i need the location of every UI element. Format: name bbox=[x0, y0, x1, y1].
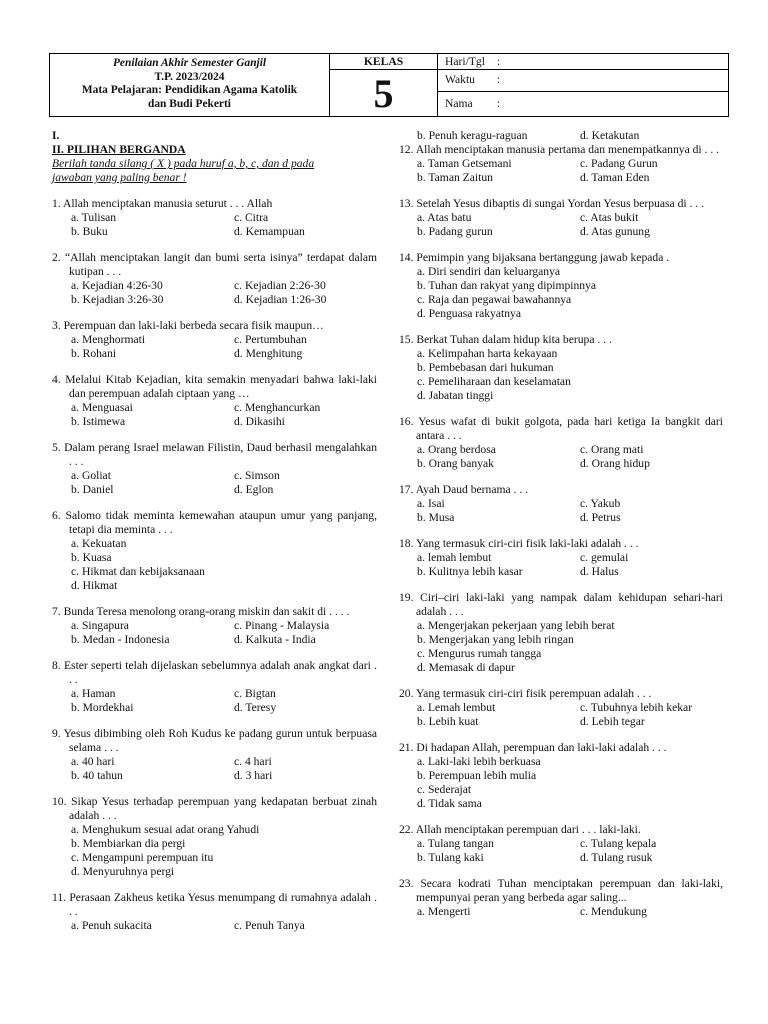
option-row bbox=[71, 347, 377, 361]
answer-option[interactable]: b. Orang banyak bbox=[417, 457, 494, 470]
answer-option[interactable]: d. Kejadian 1:26-30 bbox=[234, 293, 327, 306]
answer-option[interactable]: c. Bigtan bbox=[234, 687, 276, 700]
answer-option[interactable]: c. Citra bbox=[234, 211, 269, 224]
class-number: 5 bbox=[373, 71, 394, 116]
option-row bbox=[417, 511, 723, 525]
answer-option[interactable]: a. Menghormati bbox=[71, 333, 146, 346]
answer-option[interactable]: a. Taman Getsemani bbox=[417, 157, 512, 170]
question-body: Perempuan dan laki-laki berbeda secara fisik maupun… bbox=[60, 319, 324, 332]
option-row bbox=[417, 755, 723, 769]
question-number: 10. bbox=[52, 795, 67, 808]
question-body: Allah menciptakan manusia pertama dan menempatkannya di . . . bbox=[413, 143, 720, 156]
question-list-left bbox=[52, 197, 377, 933]
question-item bbox=[52, 319, 377, 361]
option-row bbox=[71, 823, 377, 837]
answer-option[interactable]: a. Kelimpahan harta kekayaan bbox=[417, 347, 558, 360]
question-list-right bbox=[399, 143, 723, 919]
question-text bbox=[399, 415, 723, 443]
question-text bbox=[52, 727, 377, 755]
question-options bbox=[399, 837, 723, 865]
question-text bbox=[399, 687, 723, 701]
option-row bbox=[417, 647, 723, 661]
answer-option[interactable]: c. 4 hari bbox=[234, 755, 272, 768]
question-options bbox=[52, 469, 377, 497]
question-body: Ayah Daud bernama . . . bbox=[413, 483, 529, 496]
question-text bbox=[52, 659, 377, 687]
answer-option[interactable]: d. Tulang rusuk bbox=[580, 851, 653, 864]
option-row bbox=[71, 687, 377, 701]
option-row bbox=[71, 225, 377, 239]
question-options bbox=[52, 823, 377, 879]
question-body: Dalam perang Israel melawan Filistin, Daud berhasil mengalahkan . . . bbox=[60, 441, 377, 468]
answer-option[interactable]: d. Hikmat bbox=[71, 579, 118, 592]
option-row bbox=[71, 211, 377, 225]
question-options bbox=[399, 905, 723, 919]
question-item bbox=[52, 891, 377, 933]
question-number: 4. bbox=[52, 373, 61, 386]
question-text bbox=[399, 197, 723, 211]
answer-option[interactable]: b. Penuh keragu-raguan bbox=[417, 129, 528, 142]
question-body: Di hadapan Allah, perempuan dan laki-laki adalah . . . bbox=[413, 741, 667, 754]
option-row bbox=[71, 865, 377, 879]
answer-option[interactable]: c. Mendukung bbox=[580, 905, 647, 918]
time-field[interactable] bbox=[438, 69, 728, 92]
question-text bbox=[399, 251, 723, 265]
question-options bbox=[399, 497, 723, 525]
question-item bbox=[52, 727, 377, 783]
question-number: 1. bbox=[52, 197, 61, 210]
question-number: 7. bbox=[52, 605, 61, 618]
answer-option[interactable]: b. Mengerjakan yang lebih ringan bbox=[417, 633, 574, 646]
section-one-heading: I. bbox=[52, 129, 60, 142]
answer-option[interactable]: d. Kemampuan bbox=[234, 225, 305, 238]
question-body: Salomo tidak meminta kemewahan ataupun umur yang panjang, tetapi dia meminta . . . bbox=[60, 509, 377, 536]
answer-option[interactable]: d. Taman Eden bbox=[580, 171, 650, 184]
right-column bbox=[399, 129, 723, 919]
time-colon: : bbox=[497, 73, 501, 86]
question-11-options-continued bbox=[399, 129, 723, 143]
answer-option[interactable]: a. Laki-laki lebih berkuasa bbox=[417, 755, 541, 768]
answer-option[interactable]: d. Lebih tegar bbox=[580, 715, 645, 728]
option-row bbox=[417, 497, 723, 511]
question-options bbox=[52, 401, 377, 429]
answer-option[interactable]: b. Mordekhai bbox=[71, 701, 134, 714]
answer-option[interactable]: a. Diri sendiri dan keluarganya bbox=[417, 265, 561, 278]
answer-option[interactable]: c. Pinang - Malaysia bbox=[234, 619, 330, 632]
answer-option[interactable]: a. Mengerjakan pekerjaan yang lebih berat bbox=[417, 619, 615, 632]
section-two-heading: II. PILIHAN BERGANDA bbox=[52, 143, 186, 156]
question-text bbox=[52, 891, 377, 919]
option-row bbox=[71, 415, 377, 429]
question-options bbox=[399, 755, 723, 811]
option-row bbox=[417, 837, 723, 851]
question-body: Yesus dibimbing oleh Roh Kudus ke padang gurun untuk berpuasa selama . . . bbox=[60, 727, 377, 754]
question-options bbox=[399, 443, 723, 471]
option-row bbox=[71, 279, 377, 293]
question-text bbox=[399, 483, 723, 497]
answer-option[interactable]: a. 40 hari bbox=[71, 755, 115, 768]
answer-option[interactable]: d. Penguasa rakyatnya bbox=[417, 307, 521, 320]
question-options bbox=[399, 265, 723, 321]
question-body: Pemimpin yang bijaksana bertanggung jawab kepada . bbox=[413, 251, 670, 264]
option-row bbox=[71, 579, 377, 593]
question-text bbox=[52, 197, 377, 211]
question-item bbox=[52, 795, 377, 879]
option-row bbox=[417, 389, 723, 403]
question-options bbox=[399, 211, 723, 239]
exam-title-block bbox=[50, 54, 330, 116]
question-number: 6. bbox=[52, 509, 61, 522]
answer-option[interactable]: c. Hikmat dan kebijaksanaan bbox=[71, 565, 205, 578]
question-options bbox=[399, 347, 723, 403]
question-options bbox=[399, 551, 723, 579]
question-number: 11. bbox=[52, 891, 67, 904]
left-column bbox=[52, 129, 377, 933]
question-body: Sikap Yesus terhadap perempuan yang kedapatan berbuat zinah adalah . . . bbox=[66, 795, 377, 822]
question-options bbox=[52, 919, 377, 933]
answer-option[interactable]: c. Mengampuni perempuan itu bbox=[71, 851, 214, 864]
academic-year: T.P. 2023/2024 bbox=[154, 70, 225, 83]
option-row bbox=[417, 171, 723, 185]
question-item bbox=[399, 415, 723, 471]
answer-option[interactable]: a. Menguasai bbox=[71, 401, 133, 414]
option-row bbox=[71, 293, 377, 307]
answer-option[interactable]: b. Taman Zaitun bbox=[417, 171, 493, 184]
option-row bbox=[417, 347, 723, 361]
question-number: 9. bbox=[52, 727, 61, 740]
answer-option[interactable]: b. 40 tahun bbox=[71, 769, 123, 782]
question-number: 16. bbox=[399, 415, 414, 428]
question-number: 19. bbox=[399, 591, 414, 604]
option-row bbox=[417, 265, 723, 279]
question-item bbox=[399, 877, 723, 919]
option-row bbox=[71, 551, 377, 565]
answer-option[interactable]: a. Atas batu bbox=[417, 211, 472, 224]
option-row bbox=[71, 851, 377, 865]
answer-option[interactable]: b. Kejadian 3:26-30 bbox=[71, 293, 164, 306]
question-item bbox=[399, 483, 723, 525]
question-item bbox=[52, 509, 377, 593]
answer-option[interactable]: c. Tulang kepala bbox=[580, 837, 657, 850]
question-item bbox=[52, 605, 377, 647]
option-row bbox=[71, 333, 377, 347]
question-text bbox=[52, 251, 377, 279]
option-row bbox=[417, 619, 723, 633]
question-item bbox=[399, 143, 723, 185]
option-row bbox=[417, 633, 723, 647]
answer-option[interactable]: c. Menghancurkan bbox=[234, 401, 321, 414]
question-body: Yang termasuk ciri-ciri fisik perempuan adalah . . . bbox=[413, 687, 652, 700]
exam-title: Penilaian Akhir Semester Ganjil bbox=[112, 57, 267, 69]
answer-option[interactable]: b. Perempuan lebih mulia bbox=[417, 769, 537, 782]
question-item bbox=[399, 197, 723, 239]
option-row bbox=[417, 129, 723, 143]
question-body: Allah menciptakan manusia seturut . . . Allah bbox=[60, 197, 273, 210]
answer-option[interactable]: d. Orang hidup bbox=[580, 457, 650, 470]
option-row bbox=[417, 375, 723, 389]
question-number: 13. bbox=[399, 197, 414, 210]
answer-option[interactable]: c. Mengurus rumah tangga bbox=[417, 647, 542, 660]
question-body: Secara kodrati Tuhan menciptakan perempuan dan laki-laki, mempunyai peran yang berbeda agar saling... bbox=[413, 877, 723, 904]
question-text bbox=[52, 319, 377, 333]
question-text bbox=[399, 823, 723, 837]
answer-option[interactable]: d. Menghitung bbox=[234, 347, 303, 360]
option-row bbox=[71, 769, 377, 783]
option-row bbox=[417, 661, 723, 675]
name-field[interactable] bbox=[438, 91, 728, 116]
answer-option[interactable]: d. Kalkuta - India bbox=[234, 633, 316, 646]
question-item bbox=[52, 197, 377, 239]
option-row bbox=[71, 633, 377, 647]
option-row bbox=[417, 783, 723, 797]
option-row bbox=[417, 211, 723, 225]
answer-option[interactable]: a. Haman bbox=[71, 687, 116, 700]
answer-option[interactable]: b. Rohani bbox=[71, 347, 117, 360]
date-field[interactable] bbox=[438, 54, 728, 70]
answer-option[interactable]: c. gemulai bbox=[580, 551, 629, 564]
option-row bbox=[417, 157, 723, 171]
question-item bbox=[399, 251, 723, 321]
question-text bbox=[52, 441, 377, 469]
question-body: Yesus wafat di bukit golgota, pada hari ketiga Ia bangkit dari antara . . . bbox=[413, 415, 723, 442]
answer-option[interactable]: a. Lemah lembut bbox=[417, 701, 496, 714]
answer-option[interactable]: b. Istimewa bbox=[71, 415, 126, 428]
option-row bbox=[417, 225, 723, 239]
option-row bbox=[417, 457, 723, 471]
question-body: Berkat Tuhan dalam hidup kita berupa . . . bbox=[413, 333, 612, 346]
answer-option[interactable]: b. Medan - Indonesia bbox=[71, 633, 170, 646]
option-row bbox=[417, 769, 723, 783]
answer-option[interactable]: d. 3 hari bbox=[234, 769, 273, 782]
option-row bbox=[71, 483, 377, 497]
question-number: 2. bbox=[52, 251, 61, 264]
answer-option[interactable]: d. Jabatan tinggi bbox=[417, 389, 494, 402]
question-item bbox=[399, 823, 723, 865]
question-text bbox=[52, 509, 377, 537]
answer-option[interactable]: b. Kuasa bbox=[71, 551, 112, 564]
option-row bbox=[71, 537, 377, 551]
option-row bbox=[417, 565, 723, 579]
answer-option[interactable]: d. Petrus bbox=[580, 511, 621, 524]
question-number: 23. bbox=[399, 877, 414, 890]
answer-option[interactable]: c. Penuh Tanya bbox=[234, 919, 305, 932]
answer-option[interactable]: c. Tubuhnya lebih kekar bbox=[580, 701, 693, 714]
question-number: 17. bbox=[399, 483, 414, 496]
class-block bbox=[330, 54, 438, 116]
option-row bbox=[71, 469, 377, 483]
option-row bbox=[71, 755, 377, 769]
question-options bbox=[399, 157, 723, 185]
question-options bbox=[399, 619, 723, 675]
answer-option[interactable]: a. Kekuatan bbox=[71, 537, 127, 550]
question-body: Melalui Kitab Kejadian, kita semakin menyadari bahwa laki-laki dan perempuan adalah ciptaan yang … bbox=[60, 373, 377, 400]
answer-option[interactable]: b. Pembebasan dari hukuman bbox=[417, 361, 554, 374]
student-info-block bbox=[438, 54, 728, 116]
question-options bbox=[52, 755, 377, 783]
option-row bbox=[71, 565, 377, 579]
class-label: KELAS bbox=[330, 54, 437, 70]
question-number: 8. bbox=[52, 659, 61, 672]
option-row bbox=[71, 837, 377, 851]
answer-option[interactable]: d. Dikasihi bbox=[234, 415, 285, 428]
question-number: 14. bbox=[399, 251, 414, 264]
option-row bbox=[417, 851, 723, 865]
question-text bbox=[399, 877, 723, 905]
answer-option[interactable]: d. Tidak sama bbox=[417, 797, 482, 810]
question-body: Bunda Teresa menolong orang-orang miskin dan sakit di . . . . bbox=[60, 605, 350, 618]
question-options bbox=[52, 619, 377, 647]
question-text bbox=[399, 143, 723, 157]
answer-option[interactable]: b. Tuhan dan rakyat yang dipimpinnya bbox=[417, 279, 597, 292]
answer-option[interactable]: a. Isai bbox=[417, 497, 445, 510]
answer-option[interactable]: a. lemah lembut bbox=[417, 551, 492, 564]
option-row bbox=[417, 443, 723, 457]
question-number: 18. bbox=[399, 537, 414, 550]
question-item bbox=[399, 741, 723, 811]
subject-line-2: dan Budi Pekerti bbox=[148, 97, 231, 110]
answer-option[interactable]: b. Daniel bbox=[71, 483, 114, 496]
answer-option[interactable]: a. Tulang tangan bbox=[417, 837, 494, 850]
instruction-line-2: jawaban yang paling benar ! bbox=[52, 171, 187, 184]
question-text bbox=[52, 795, 377, 823]
answer-option[interactable]: b. Musa bbox=[417, 511, 455, 524]
question-options bbox=[52, 537, 377, 593]
question-text bbox=[52, 373, 377, 401]
question-text bbox=[52, 605, 377, 619]
answer-option[interactable]: d. Atas gunung bbox=[580, 225, 650, 238]
option-row bbox=[417, 361, 723, 375]
answer-option[interactable]: a. Penuh sukacita bbox=[71, 919, 152, 932]
answer-option[interactable]: c. Raja dan pegawai bawahannya bbox=[417, 293, 572, 306]
answer-option[interactable]: c. Orang mati bbox=[580, 443, 644, 456]
answer-option[interactable]: d. Menyuruhnya pergi bbox=[71, 865, 175, 878]
name-colon: : bbox=[497, 97, 501, 110]
question-text bbox=[399, 537, 723, 551]
question-options bbox=[52, 687, 377, 715]
question-item bbox=[399, 687, 723, 729]
question-item bbox=[52, 373, 377, 429]
question-body: Ciri–ciri laki-laki yang nampak dalam kehidupan sehari-hari adalah . . . bbox=[413, 591, 723, 618]
time-label: Waktu bbox=[445, 73, 475, 86]
answer-option[interactable]: b. Tulang kaki bbox=[417, 851, 484, 864]
question-number: 21. bbox=[399, 741, 414, 754]
answer-option[interactable]: c. Pemeliharaan dan keselamatan bbox=[417, 375, 571, 388]
question-body: Setelah Yesus dibaptis di sungai Yordan Yesus berpuasa di . . . bbox=[413, 197, 704, 210]
question-item bbox=[399, 333, 723, 403]
option-row bbox=[417, 307, 723, 321]
answer-option[interactable]: d. Ketakutan bbox=[580, 129, 640, 142]
question-number: 3. bbox=[52, 319, 61, 332]
question-number: 12. bbox=[399, 143, 414, 156]
option-row bbox=[417, 293, 723, 307]
question-options bbox=[52, 211, 377, 239]
question-number: 20. bbox=[399, 687, 414, 700]
question-text bbox=[399, 741, 723, 755]
answer-option[interactable]: b. Padang gurun bbox=[417, 225, 493, 238]
answer-option[interactable]: c. Simson bbox=[234, 469, 280, 482]
answer-option[interactable]: b. Membiarkan dia pergi bbox=[71, 837, 186, 850]
answer-option[interactable]: b. Lebih kuat bbox=[417, 715, 479, 728]
question-options bbox=[52, 279, 377, 307]
question-item bbox=[52, 659, 377, 715]
answer-option[interactable]: a. Tulisan bbox=[71, 211, 117, 224]
question-number: 22. bbox=[399, 823, 414, 836]
option-row bbox=[417, 551, 723, 565]
question-item bbox=[399, 537, 723, 579]
answer-option[interactable]: a. Goliat bbox=[71, 469, 111, 482]
answer-option[interactable]: c. Yakub bbox=[580, 497, 621, 510]
answer-option[interactable]: d. Teresy bbox=[234, 701, 277, 714]
option-row bbox=[417, 701, 723, 715]
question-body: Ester seperti telah dijelaskan sebelumnya adalah anak angkat dari . . . bbox=[60, 659, 377, 686]
answer-option[interactable]: c. Atas bukit bbox=[580, 211, 639, 224]
instruction-line-1: Berilah tanda silang ( X ) pada huruf a, b, c, dan d pada bbox=[52, 157, 315, 170]
option-row bbox=[417, 715, 723, 729]
answer-option[interactable]: a. Kejadian 4:26-30 bbox=[71, 279, 163, 292]
question-number: 15. bbox=[399, 333, 414, 346]
answer-option[interactable]: c. Pertumbuhan bbox=[234, 333, 307, 346]
question-text bbox=[399, 591, 723, 619]
name-label: Nama bbox=[445, 97, 473, 110]
option-row bbox=[71, 619, 377, 633]
option-row bbox=[417, 279, 723, 293]
question-options bbox=[399, 701, 723, 729]
question-body: Perasaan Zakheus ketika Yesus menumpang di rumahnya adalah . . . bbox=[66, 891, 377, 918]
option-row bbox=[417, 905, 723, 919]
answer-option[interactable]: a. Orang berdosa bbox=[417, 443, 496, 456]
answer-option[interactable]: b. Buku bbox=[71, 225, 108, 238]
answer-option[interactable]: c. Padang Gurun bbox=[580, 157, 658, 170]
option-row bbox=[71, 919, 377, 933]
answer-option[interactable]: c. Sederajat bbox=[417, 783, 472, 796]
subject-line-1: Mata Pelajaran: Pendidikan Agama Katolik bbox=[81, 84, 298, 96]
answer-option[interactable]: c. Kejadian 2:26-30 bbox=[234, 279, 326, 292]
question-body: Yang termasuk ciri-ciri fisik laki-laki adalah . . . bbox=[413, 537, 639, 550]
option-row bbox=[417, 797, 723, 811]
question-item bbox=[399, 591, 723, 675]
answer-option[interactable]: d. Eglon bbox=[234, 483, 274, 496]
option-row bbox=[71, 701, 377, 715]
question-text bbox=[399, 333, 723, 347]
exam-header-table bbox=[49, 53, 729, 117]
answer-option[interactable]: a. Singapura bbox=[71, 619, 129, 632]
answer-option[interactable]: d. Memasak di dapur bbox=[417, 661, 515, 674]
question-item bbox=[52, 251, 377, 307]
question-body: Allah menciptakan perempuan dari . . . laki-laki. bbox=[413, 823, 641, 836]
question-number: 5. bbox=[52, 441, 61, 454]
answer-option[interactable]: d. Halus bbox=[580, 565, 619, 578]
date-label: Hari/Tgl bbox=[445, 55, 485, 68]
answer-option[interactable]: b. Kulitnya lebih kasar bbox=[417, 565, 523, 578]
answer-option[interactable]: a. Menghukum sesuai adat orang Yahudi bbox=[71, 823, 260, 836]
date-colon: : bbox=[497, 55, 501, 68]
question-body: “Allah menciptakan langit dan bumi serta isinya” terdapat dalam kutipan . . . bbox=[60, 251, 377, 278]
question-item bbox=[52, 441, 377, 497]
answer-option[interactable]: a. Mengerti bbox=[417, 905, 471, 918]
question-options bbox=[52, 333, 377, 361]
option-row bbox=[71, 401, 377, 415]
